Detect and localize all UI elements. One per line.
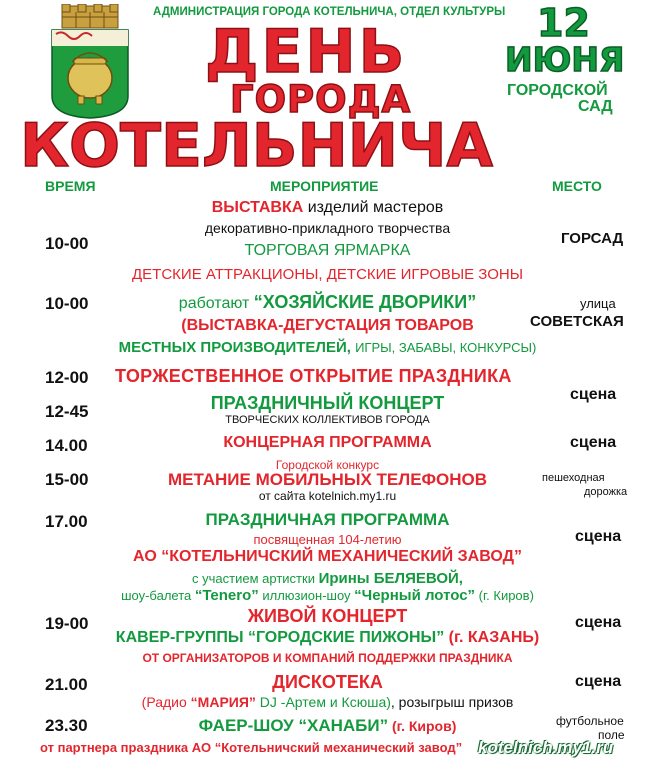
place-8: сцена [575,614,622,631]
time-8: 19-00 [45,614,89,633]
place-10b: поле [598,728,625,742]
s6-line-2: от сайта kotelnich.my1.ru [258,489,397,503]
time-1: 10-00 [45,234,89,253]
place-2a: улица [580,296,616,311]
admin-line: АДМИНИСТРАЦИЯ ГОРОДА КОТЕЛЬНИЧА, ОТДЕЛ КУЛЬТУРЫ [153,6,506,18]
venue-line-2: САД [578,98,613,115]
s9-line-2: (Радио “МАРИЯ” DJ -Артем и Ксюша), розыгрыш призов [141,694,514,710]
s2-line-3: МЕСТНЫХ ПРОИЗВОДИТЕЛЕЙ, ИГРЫ, ЗАБАВЫ, КОНКУРСЫ) [118,339,537,356]
s10-line-2: от партнера праздника АО “Котельничский механический завод” [40,740,463,755]
place-4: сцена [570,386,617,403]
s7-line-1: ПРАЗДНИЧНАЯ ПРОГРАММА [205,510,450,529]
s8-line-2: КАВЕР-ГРУППЫ “ГОРОДСКИЕ ПИЖОНЫ” (г. КАЗАНЬ) [115,629,540,646]
time-5: 14.00 [45,436,88,455]
col-event: МЕРОПРИЯТИЕ [270,178,379,194]
s3-line-1: ТОРЖЕСТВЕННОЕ ОТКРЫТИЕ ПРАЗДНИКА [115,366,512,386]
place-6b: дорожка [584,486,628,498]
place-2b: СОВЕТСКАЯ [530,313,624,330]
time-9: 21.00 [45,675,88,694]
s1-line-3: ТОРГОВАЯ ЯРМАРКА [244,242,411,259]
place-5: сцена [570,434,617,451]
s8-line-1: ЖИВОЙ КОНЦЕРТ [247,606,408,626]
s9-line-1: ДИСКОТЕКА [272,672,383,692]
s7-line-2: посвященная 104-летию [253,532,402,547]
s4-line-1: ПРАЗДНИЧНЫЙ КОНЦЕРТ [210,393,445,413]
coat-of-arms-icon [48,4,132,120]
s7-line-3: АО “КОТЕЛЬНИЧСКИЙ МЕХАНИЧЕСКИЙ ЗАВОД” [132,548,522,565]
time-6: 15-00 [45,470,89,489]
col-time: ВРЕМЯ [45,178,96,194]
venue-line-1: ГОРОДСКОЙ [507,82,608,99]
s2-line-2: (ВЫСТАВКА-ДЕГУСТАЦИЯ ТОВАРОВ [181,317,474,334]
place-6a: пешеходная [542,472,605,484]
time-4: 12-45 [45,402,89,421]
date-month: ИЮНЯ [505,40,625,79]
s8-line-3: ОТ ОРГАНИЗАТОРОВ И КОМПАНИЙ ПОДДЕРЖКИ ПРАЗДНИКА [142,651,513,665]
s1-line-1: ВЫСТАВКА изделий мастеров [211,199,444,216]
date-day: 12 [537,1,590,45]
s6-line-0: Городской конкурс [275,458,380,472]
s7-line-5: шоу-балета “Tenero” иллюзион-шоу “Черный лотос” (г. Киров) [121,587,534,604]
time-3: 12-00 [45,368,89,387]
site-watermark: kotelnich.my1.ru [478,738,614,757]
col-place: МЕСТО [552,178,602,194]
time-7: 17.00 [45,512,88,531]
title-line-3: КОТЕЛЬНИЧА [20,111,493,181]
place-7: сцена [575,528,622,545]
title-line-1: ДЕНЬ [205,17,408,87]
place-1: ГОРСАД [561,230,624,247]
time-2: 10-00 [45,294,89,313]
s5-line-1: КОНЦЕРНАЯ ПРОГРАММА [223,434,432,451]
s7-line-4: с участием артистки Ирины БЕЛЯЕВОЙ, [192,570,463,587]
place-10a: футбольное [556,714,624,728]
place-9: сцена [575,673,622,690]
s4-line-2: ТВОРЧЕСКИХ КОЛЛЕКТИВОВ ГОРОДА [225,414,430,426]
s1-line-2: декоративно-прикладного творчества [204,220,451,236]
s10-line-1: ФАЕР-ШОУ “ХАНАБИ” (г. Киров) [198,716,457,735]
time-10: 23.30 [45,716,88,735]
s6-line-1: МЕТАНИЕ МОБИЛЬНЫХ ТЕЛЕФОНОВ [167,470,488,489]
s2-line-1: работают “ХОЗЯЙСКИЕ ДВОРИКИ” [178,292,477,312]
s1-line-4: ДЕТСКИЕ АТТРАКЦИОНЫ, ДЕТСКИЕ ИГРОВЫЕ ЗОНЫ [132,266,523,283]
title-line-2: ГОРОДА [230,78,412,121]
